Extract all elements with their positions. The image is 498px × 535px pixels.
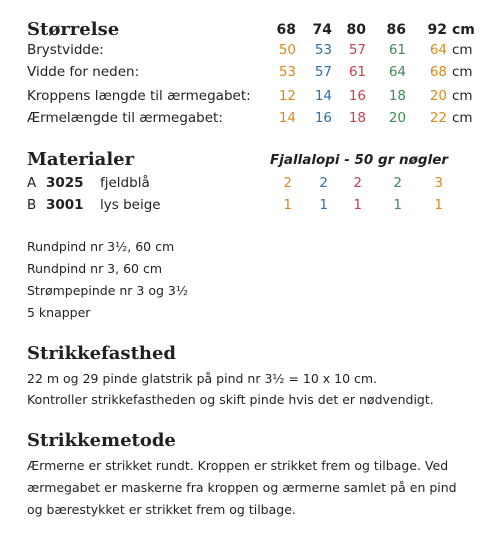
size-value: 50 — [278, 42, 296, 58]
size-row-label: Kroppens længde til ærmegabet: — [27, 88, 251, 104]
size-value: 20 — [388, 110, 406, 126]
size-value: 64 — [429, 42, 447, 58]
material-quantity: 3 — [434, 175, 443, 191]
material-quantity: 2 — [393, 175, 402, 191]
size-value: 18 — [388, 88, 406, 104]
gauge-line-1: 22 m og 29 pinde glatstrik på pind nr 3½ = 10 x 10 cm. — [27, 371, 378, 386]
material-quantity: 2 — [353, 175, 362, 191]
sizes-heading: Størrelse — [27, 19, 120, 40]
size-value: 64 — [388, 64, 406, 80]
yarn-label: Fjallalopi - 50 gr nøgler — [270, 152, 449, 168]
size-row-unit: cm — [452, 42, 473, 58]
size-value: 57 — [314, 64, 332, 80]
size-value: 12 — [278, 88, 296, 104]
size-row-label: Brystvidde: — [27, 42, 104, 58]
material-color-code: 3001 — [46, 197, 84, 213]
material-quantity: 1 — [283, 197, 292, 213]
material-quantity: 2 — [319, 175, 328, 191]
material-quantity: 1 — [393, 197, 402, 213]
size-col-92: 92 — [427, 22, 447, 38]
size-value: 53 — [278, 64, 296, 80]
method-line-2: ærmegabet er maskerne fra kroppen og ærmerne samlet på en pind — [27, 480, 457, 495]
size-value: 14 — [278, 110, 296, 126]
method-heading: Strikkemetode — [27, 430, 176, 451]
size-col-86: 86 — [386, 22, 406, 38]
method-line-1: Ærmerne er strikket rundt. Kroppen er strikket frem og tilbage. Ved — [27, 458, 449, 473]
size-col-68: 68 — [276, 22, 296, 38]
gauge-heading: Strikkefasthed — [27, 343, 177, 364]
size-value: 61 — [348, 64, 366, 80]
size-value: 57 — [348, 42, 366, 58]
material-color-name: lys beige — [100, 197, 161, 213]
method-line-3: og bærestykket er strikket frem og tilbage. — [27, 502, 296, 517]
size-value: 68 — [429, 64, 447, 80]
material-letter: B — [27, 197, 37, 213]
size-value: 18 — [348, 110, 366, 126]
material-quantity: 1 — [319, 197, 328, 213]
size-row-label: Ærmelængde til ærmegabet: — [27, 110, 223, 126]
gauge-line-2: Kontroller strikkefastheden og skift pinde hvis det er nødvendigt. — [27, 392, 434, 407]
size-value: 16 — [314, 110, 332, 126]
needle-item: 5 knapper — [27, 305, 91, 320]
material-letter: A — [27, 175, 37, 191]
material-quantity: 1 — [434, 197, 443, 213]
size-col-80: 80 — [346, 22, 366, 38]
size-value: 61 — [388, 42, 406, 58]
size-row-unit: cm — [452, 110, 473, 126]
material-color-name: fjeldblå — [100, 175, 150, 191]
size-value: 20 — [429, 88, 447, 104]
size-unit: cm — [452, 22, 475, 38]
size-col-74: 74 — [312, 22, 332, 38]
size-value: 14 — [314, 88, 332, 104]
materials-heading: Materialer — [27, 149, 135, 170]
size-row-label: Vidde for neden: — [27, 64, 140, 80]
needle-item: Rundpind nr 3, 60 cm — [27, 261, 163, 276]
needle-item: Rundpind nr 3½, 60 cm — [27, 239, 175, 254]
size-value: 53 — [314, 42, 332, 58]
size-value: 22 — [429, 110, 447, 126]
material-quantity: 2 — [283, 175, 292, 191]
material-color-code: 3025 — [46, 175, 84, 191]
size-row-unit: cm — [452, 88, 473, 104]
material-quantity: 1 — [353, 197, 362, 213]
needle-item: Strømpepinde nr 3 og 3½ — [27, 283, 188, 298]
size-value: 16 — [348, 88, 366, 104]
size-row-unit: cm — [452, 64, 473, 80]
